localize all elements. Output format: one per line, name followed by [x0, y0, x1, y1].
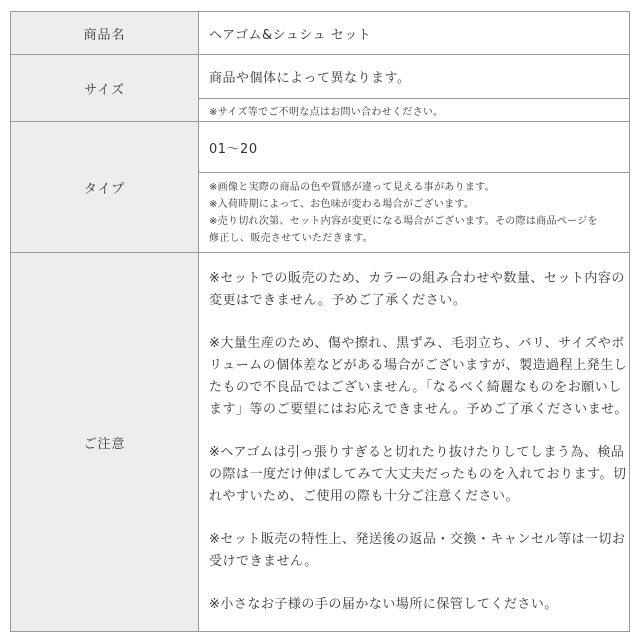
caution-line: 変更はできません。予めご了承ください。 — [209, 293, 467, 308]
type-note-line: 修正し、販売させていただきます。 — [209, 232, 373, 244]
note-size: ※サイズ等でご不明な点はお問い合わせください。 — [199, 99, 630, 122]
label-type: タイプ — [11, 122, 199, 253]
caution-paragraph — [209, 594, 615, 616]
label-product-name: 商品名 — [11, 12, 199, 55]
caution-line: ※大量生産のため、傷や擦れ、黒ずみ、毛羽立ち、バリ、サイズやボ — [209, 336, 625, 351]
type-note-line: ※売り切れ次第、セット内容が変更になる場合がございます。その際は商品ページを — [209, 215, 598, 227]
type-note-line: ※画像と実際の商品の色や質感が違って見える事があります。 — [209, 181, 495, 193]
caution-line: ます」等のご要望にはお応えできません。予めご了承くださいませ。 — [209, 402, 628, 417]
caution-paragraph — [209, 333, 628, 421]
caution-line: ※小さなお子様の手の届かない場所に保管してください。 — [209, 597, 558, 612]
value-type: 01〜20 — [199, 122, 630, 173]
value-size: 商品や個体によって異なります。 — [199, 55, 630, 99]
value-product-name: ヘアゴム&シュシュ セット — [199, 12, 630, 55]
caution-paragraph — [209, 268, 625, 312]
label-caution: ご注意 — [11, 253, 199, 632]
caution-paragraph — [209, 442, 627, 508]
caution-line: たもので不良品ではございません。「なるべく綺麗なものをお願いし — [209, 380, 622, 395]
caution-line: ※ヘアゴムは引っ張りすぎると切れたり抜けたりしてしまう為、検品 — [209, 445, 625, 460]
caution-line: の際は一度だけ伸ばしてみて大丈夫だったものを入れております。切 — [209, 467, 627, 482]
caution-line: リュームの個体差などがある場合がございますが、製造過程上発生し — [209, 358, 628, 373]
notes-type — [199, 173, 630, 253]
row-type — [11, 122, 630, 173]
caution-line: ※セットでの販売のため、カラーの組み合わせや数量、セット内容の — [209, 271, 625, 286]
caution-line: れやすいため、ご使用の際も十分ご注意ください。 — [209, 489, 519, 504]
row-product-name — [11, 12, 630, 55]
type-note-line: ※入荷時期によって、お色味が変わる場合がございます。 — [209, 198, 475, 210]
row-caution — [11, 253, 630, 632]
label-size: サイズ — [11, 55, 199, 122]
caution-line: 受けできません。 — [209, 554, 318, 569]
row-size — [11, 55, 630, 99]
product-spec-table — [10, 11, 630, 632]
caution-paragraph — [209, 529, 626, 573]
caution-content — [199, 253, 630, 632]
caution-line: ※セット販売の特性上、発送後の返品・交換・キャンセル等は一切お — [209, 532, 626, 547]
